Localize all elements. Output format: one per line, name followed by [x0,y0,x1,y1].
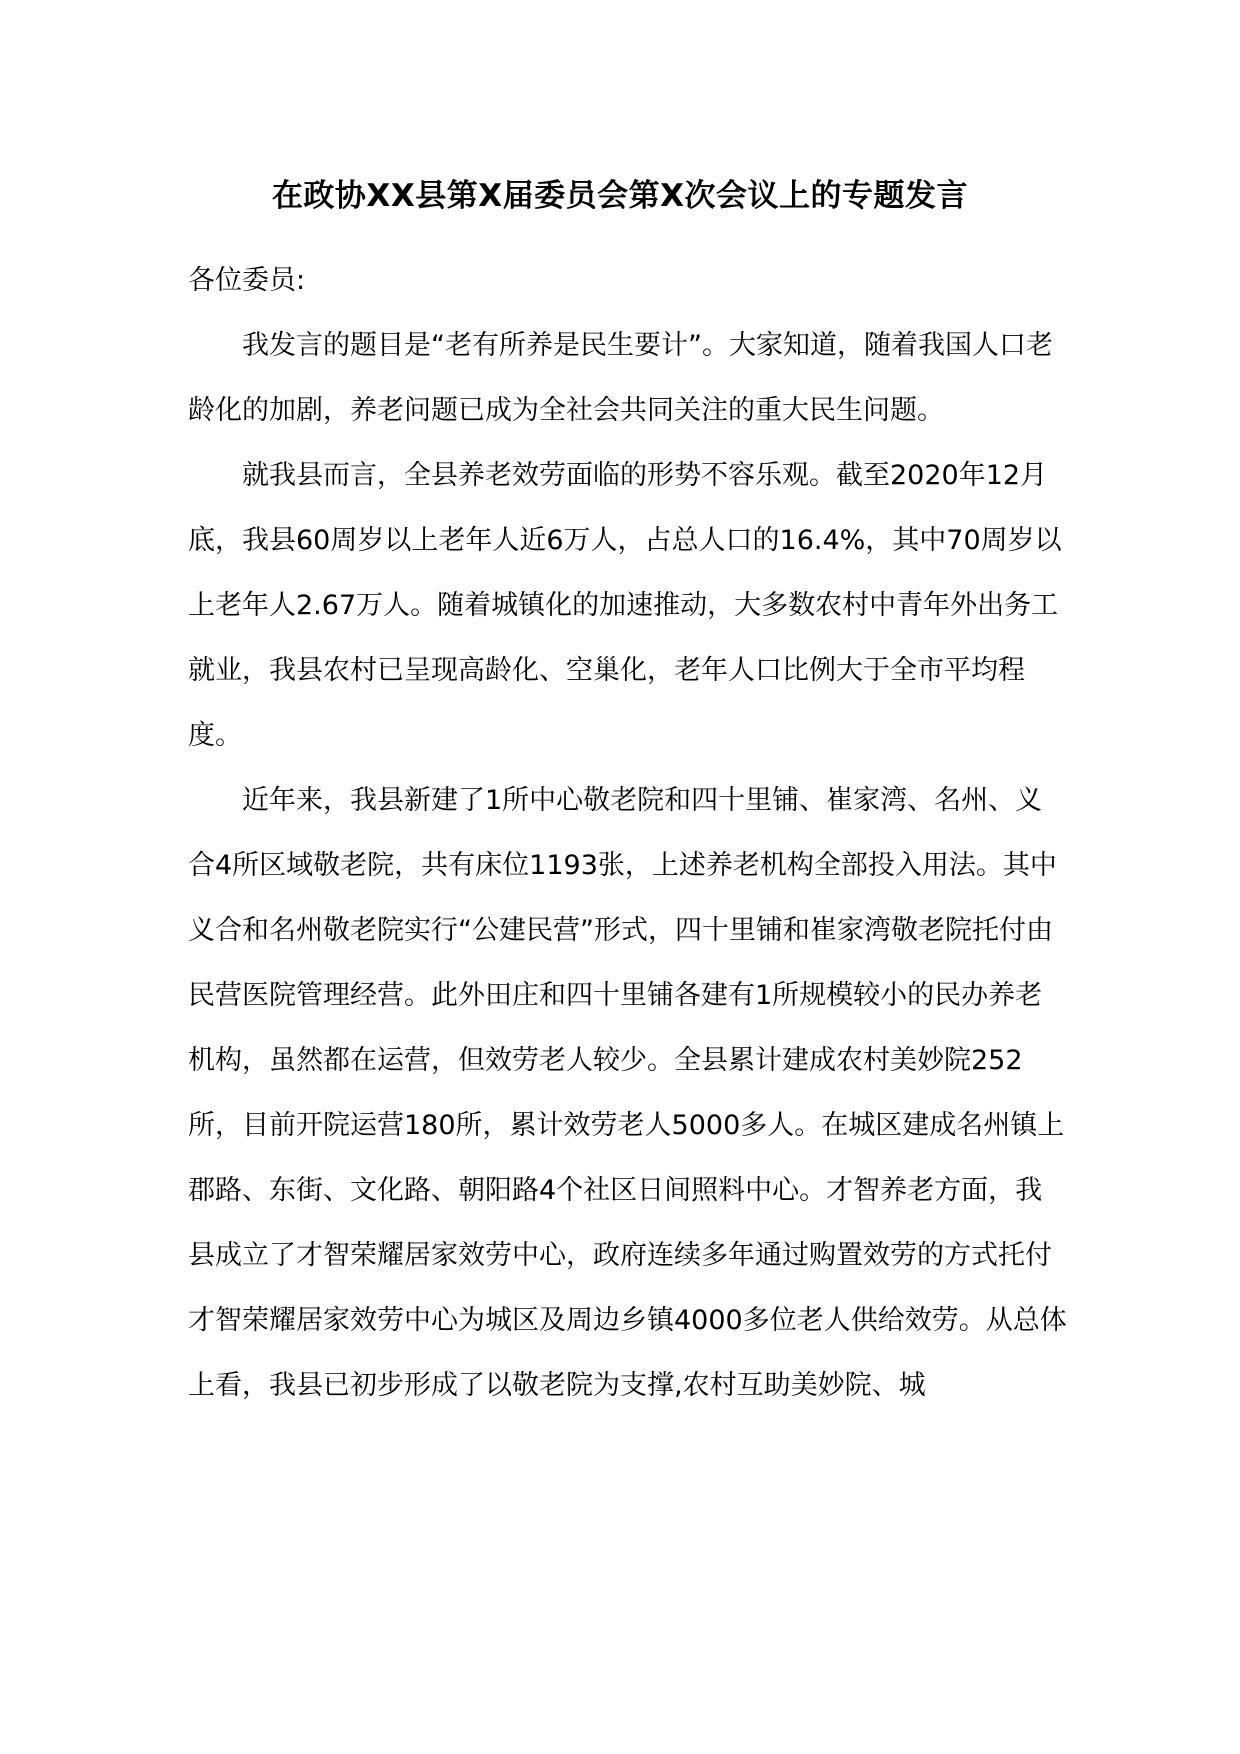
salutation: 各位委员: [188,265,306,296]
document-body [188,248,1068,1418]
paragraph-situation: 就我县而言，全县养老效劳面临的形势不容乐观。截至2020年12月底，我县60周岁以上老年人近6万人，占总人口的16.4%，其中70周岁以上老年人2.67万人。随着城镇化的加速推动，大多数农村中青年外出务工就业，我县农村已呈现高龄化、空巢化，老年人口比例大于全市平均程度。 [188,460,1062,751]
paragraph-progress: 近年来，我县新建了1所中心敬老院和四十里铺、崔家湾、名州、义合4所区域敬老院，共有床位1193张，上述养老机构全部投入用法。其中义合和名州敬老院实行“公建民营”形式，四十里铺和崔家湾敬老院托付由民营医院管理经营。此外田庄和四十里铺各建有1所规模较小的民办养老机构，虽然都在运营，但效劳老人较少。全县累计建成农村美妙院252所，目前开院运营180所，累计效劳老人5000多人。在城区建成名州镇上郡路、东街、文化路、朝阳路4个社区日间照料中心。才智养老方面，我县成立了才智荣耀居家效劳中心，政府连续多年通过购置效劳的方式托付才智荣耀居家效劳中心为城区及周边乡镇4000多位老人供给效劳。从总体上看，我县已初步形成了以敬老院为支撑,农村互助美妙院、城 [188,785,1067,1401]
document-title: 在政协XX县第X届委员会第X次会议上的专题发言 [271,178,969,214]
paragraph-topic: 我发言的题目是“老有所养是民生要计”。大家知道，随着我国人口老龄化的加剧，养老问题已成为全社会共同关注的重大民生问题。 [188,330,1053,426]
